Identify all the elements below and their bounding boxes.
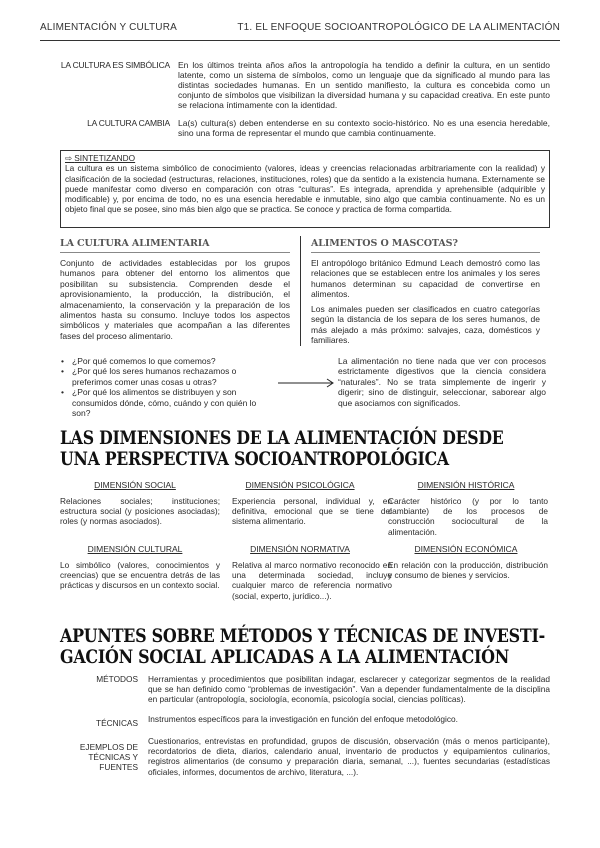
pets-text-2: Los animales pueden ser clasificados en cuatro categorías según la distancia de los separa de los seres humanos, de más alejado a más próximo: salvajes, caza, domésticos y familiares.	[311, 304, 540, 346]
dimension-heading: DIMENSIÓN NORMATIVA	[250, 544, 350, 554]
header-topic: T1. EL ENFOQUE SOCIOANTROPOLÓGICO DE LA ALIMENTACIÓN	[237, 22, 560, 33]
synthesis-box	[60, 150, 550, 228]
dimension-text: Lo simbólico (valores, conocimientos y creencias) que se encuentra detrás de las prácticas y discursos en un contexto social.	[60, 560, 220, 591]
food-culture-text: Conjunto de actividades establecidas por los grupos humanos para obtener del entorno los alimentos que posibilitan su subsistencia. Comprenden desde el aprovisionamiento, la producción, la distribución, el almacenamiento, la conservación y la preparación de los alimentos hasta su consumo. Incluye todos los aspectos simbólicos y materiales que acompañan a las diferentes fases del proceso alimentario.	[60, 258, 290, 341]
dimension-text: Carácter histórico (y por lo tanto cambiante) de los procesos de construcción sociocultural de la alimentación.	[388, 496, 548, 537]
arrow-right-icon: ⇨	[65, 153, 72, 163]
dimension-heading: DIMENSIÓN HISTÓRICA	[417, 480, 515, 490]
dimensions-title-line: UNA PERSPECTIVA SOCIOANTROPOLÓGICA	[60, 449, 449, 470]
answer-text: La alimentación no tiene nada que ver con procesos estrictamente digestivos que la ciencia considera “naturales”. No se trata simplemente de ingerir y digerir; sino de distinguir, seleccionar, saborear algo que asociamos con significados.	[338, 356, 546, 408]
dimension-heading: DIMENSIÓN SOCIAL	[94, 480, 176, 490]
pets-underline	[311, 252, 540, 253]
food-culture-underline	[60, 252, 290, 253]
dimensions-title-line: LAS DIMENSIONES DE LA ALIMENTACIÓN DESDE	[60, 428, 504, 449]
definition-label: LA CULTURA ES SIMBÓLICA	[60, 60, 170, 70]
pets-text-1: El antropólogo británico Edmund Leach demostró como las relaciones que se establecen entre los animales y los seres humanos determinan su capacidad de convertirse en alimentos.	[311, 258, 540, 300]
techniques-text: Instrumentos específicos para la investigación en función del enfoque metodológico.	[148, 714, 458, 724]
methods-title-line: APUNTES SOBRE MÉTODOS Y TÉCNICAS DE INVESTI-	[60, 626, 546, 647]
header-divider	[40, 40, 560, 41]
methods-row	[60, 674, 550, 708]
synthesis-title-text: SINTETIZANDO	[74, 153, 136, 163]
definition-label: LA CULTURA CAMBIA	[87, 118, 170, 128]
examples-text: Cuestionarios, entrevistas en profundidad, grupos de discusión, observación (más o menos participante), recordatorios de dieta, diarios, calendario anual, inventario de productos y equipamientos culinarios, registros alimentarios (de consumo y preparación diaria, semanal, ...), fuentes secundarias (estadísticas oficiales, informes, documentos de archivo, literatura, ...).	[148, 736, 550, 777]
definition-symbolic	[60, 60, 550, 112]
methods-title	[60, 626, 545, 668]
dimension-heading: DIMENSIÓN PSICOLÓGICA	[245, 480, 355, 490]
techniques-row	[60, 714, 550, 728]
column-divider	[300, 236, 301, 346]
pets-title: ALIMENTOS O MASCOTAS?	[311, 238, 458, 249]
dimension-text: Relaciones sociales; instituciones; estructura social (y posiciones asociadas); roles (y normas asociados).	[60, 496, 220, 527]
list-item: • ¿Por qué comemos lo que comemos?	[60, 356, 270, 366]
definition-text: La(s) cultura(s) deben entenderse en su contexto socio-histórico. No es una esencia heredable, sino una forma de representar el mundo que cambia continuamente.	[178, 118, 550, 138]
methods-label: MÉTODOS	[96, 674, 138, 684]
methods-title-line: GACIÓN SOCIAL APLICADAS A LA ALIMENTACIÓN	[60, 647, 510, 668]
definition-change	[60, 118, 550, 140]
examples-row	[60, 736, 550, 780]
long-arrow-right-icon	[278, 378, 336, 388]
page-header	[40, 22, 560, 38]
definition-text: En los últimos treinta años años la antropología ha tendido a definir la cultura, en un sentido latente, como un sistema de símbolos, como un lenguaje que da significado al mundo para las distintas sociedades humanas. En un sentido manifiesto, la cultura es concebida como un conjunto de símbolos que visibilizan la diversidad humana y su capacidad creativa. En este punto se relaciona íntimamente con la identidad.	[178, 60, 550, 110]
dimension-text: En relación con la producción, distribución y consumo de bienes y servicios.	[388, 560, 548, 581]
techniques-label: TÉCNICAS	[96, 718, 138, 728]
dimension-heading: DIMENSIÓN CULTURAL	[87, 544, 183, 554]
list-item: • ¿Por qué los alimentos se distribuyen y son consumidos dónde, cómo, cuándo y con quién lo son?	[60, 387, 270, 418]
synthesis-text: La cultura es un sistema simbólico de conocimiento (valores, ideas y creencias relacionadas arbitrariamente con la realidad) y clasificación de la sociedad (estructuras, relaciones, instituciones, roles) que da sentido a la existencia humana. Externamente se puede manifestar como diverso en comparación con otras “culturas”. Es integrada, aprendida y aprehensible (adquirible y modificable) y, por encima de todo, no es una esencia heredable e inmutable, sino algo que cambia continuamente. No es un objeto final que se posee, sino más bien algo que se practica. Se conoce y practica de forma compartida.	[65, 163, 545, 215]
list-item: • ¿Por qué los seres humanos rechazamos o preferimos comer unas cosas u otras?	[60, 366, 270, 387]
questions-list	[60, 356, 270, 418]
food-culture-title: LA CULTURA ALIMENTARIA	[60, 238, 210, 249]
dimension-text: Relativa al marco normativo reconocido en una determinada sociedad, incluye cualquier marco de referencia normativo (social, experto, jurídico...).	[232, 560, 392, 601]
dimension-text: Experiencia personal, individual y, en definitiva, emocional que se tiene del sistema alimentario.	[232, 496, 392, 527]
dimensions-title	[60, 428, 504, 470]
examples-label: EJEMPLOS DE TÉCNICAS Y FUENTES	[79, 742, 138, 773]
header-subject: ALIMENTACIÓN Y CULTURA	[40, 22, 178, 33]
dimension-heading: DIMENSIÓN ECONÓMICA	[414, 544, 518, 554]
synthesis-title	[65, 153, 545, 163]
methods-text: Herramientas y procedimientos que posibilitan indagar, esclarecer y categorizar segmentos de la realidad que se han definido como “problemas de investigación”. Van a depender fundamentalmente de la disciplina en particular (antropología, sociología, economía, psicología social, ciencias políticas).	[148, 674, 550, 705]
